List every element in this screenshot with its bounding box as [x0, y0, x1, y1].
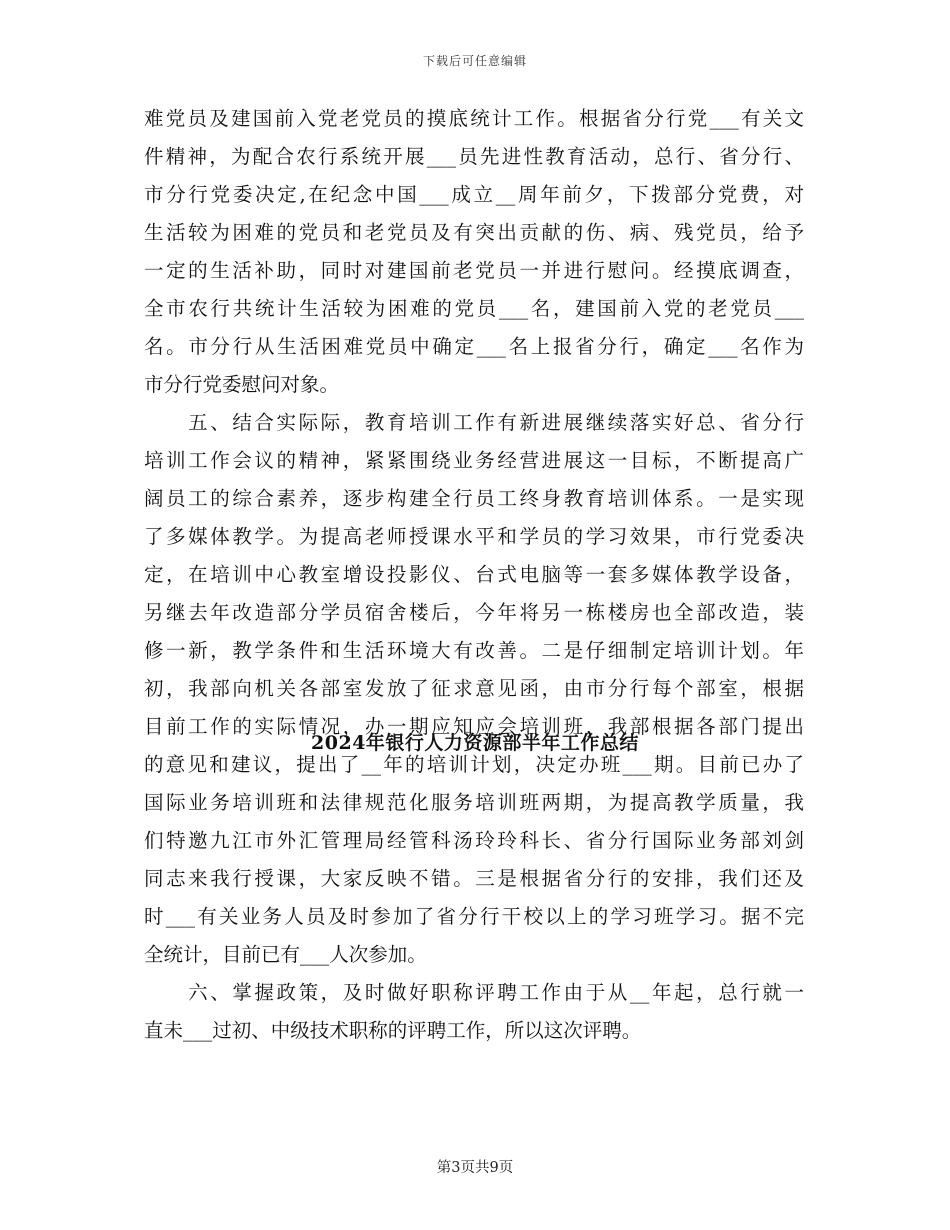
text-line: 全统计，目前已有___人次参加。 — [144, 943, 427, 966]
text-line: 时___有关业务人员及时参加了省分行干校以上的学习班学习。据不完 — [144, 905, 804, 928]
text-line: 市分行党委决定,在纪念中国___成立__周年前夕，下拨部分党费，对 — [144, 183, 804, 206]
text-line: 国际业务培训班和法律规范化服务培训班两期，为提高教学质量，我 — [144, 791, 804, 814]
text-line: 一定的生活补助，同时对建国前老党员一并进行慰问。经摸底调查， — [144, 259, 804, 282]
text-line: 阔员工的综合素养，逐步构建全行员工终身教育培训体系。一是实现 — [144, 487, 804, 510]
text-line: 目前工作的实际情况，办一期应知应会培训班，我部根据各部门提出 — [144, 715, 804, 738]
text-line: 全市农行共统计生活较为困难的党员___名，建国前入党的老党员___ — [144, 297, 804, 320]
text-line: 六、掌握政策，及时做好职称评聘工作由于从__年起，总行就一 — [144, 981, 804, 1004]
page-number: 第3页共9页 — [436, 1160, 514, 1176]
body-text — [144, 100, 804, 1050]
text-line: 同志来我行授课，大家反映不错。三是根据省分行的安排，我们还及 — [144, 867, 804, 890]
text-line: 的意见和建议，提出了__年的培训计划，决定办班___期。目前已办了 — [144, 753, 804, 776]
text-line: 了多媒体教学。为提高老师授课水平和学员的学习效果，市行党委决 — [144, 525, 804, 548]
text-line: 定，在培训中心教室增设投影仪、台式电脑等一套多媒体教学设备， — [144, 563, 804, 586]
text-line: 修一新，教学条件和生活环境大有改善。二是仔细制定培训计划。年 — [144, 639, 804, 662]
document-title: 2024年银行人力资源部半年工作总结 — [311, 732, 639, 754]
text-line: 难党员及建国前入党老党员的摸底统计工作。根据省分行党___有关文 — [144, 107, 804, 130]
text-line: 初，我部向机关各部室发放了征求意见函，由市分行每个部室，根据 — [144, 677, 804, 700]
text-line: 另继去年改造部分学员宿舍楼后，今年将另一栋楼房也全部改造，装 — [144, 601, 804, 624]
text-line: 生活较为困难的党员和老党员及有突出贡献的伤、病、残党员，给予 — [144, 221, 804, 244]
text-line: 名。市分行从生活困难党员中确定___名上报省分行，确定___名作为 — [144, 335, 804, 358]
text-line: 直未___过初、中级技术职称的评聘工作，所以这次评聘。 — [144, 1019, 642, 1042]
text-line: 们特邀九江市外汇管理局经管科汤玲玲科长、省分行国际业务部刘剑 — [144, 829, 804, 852]
text-line: 五、结合实际际，教育培训工作有新进展继续落实好总、省分行 — [144, 411, 804, 434]
page-header: 下载后可任意编辑 — [422, 54, 527, 68]
text-line: 市分行党委慰问对象。 — [144, 373, 340, 396]
text-line: 件精神，为配合农行系统开展___员先进性教育活动，总行、省分行、 — [144, 145, 804, 168]
text-line: 培训工作会议的精神，紧紧围绕业务经营进展这一目标，不断提高广 — [144, 449, 804, 472]
